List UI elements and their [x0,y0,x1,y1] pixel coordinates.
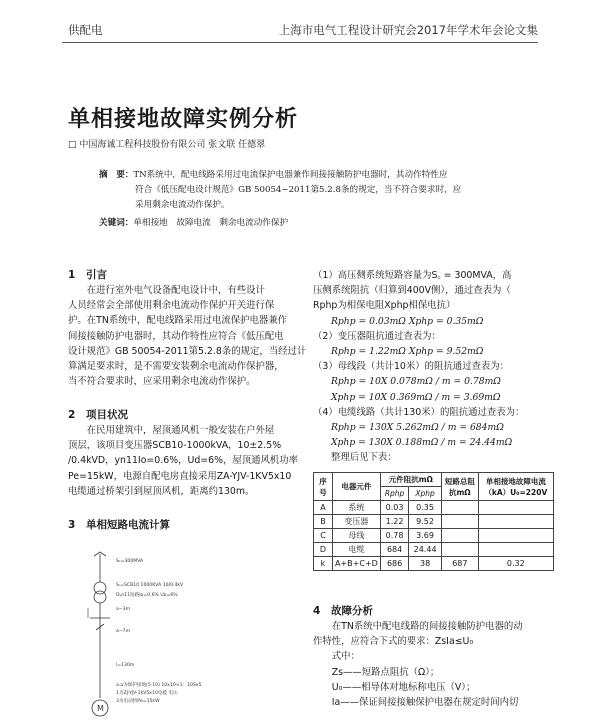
paragraph-line: 在民用建筑中，屋顶通风机一般安装在户外屋 [68,425,275,436]
calculation-block [313,268,548,466]
table-subheader: Xphp [409,487,441,501]
table-cell: 3.69 [409,529,441,543]
header-divider [62,42,538,43]
paragraph-line: 设计规范》GB 50054-2011第5.2.8条的规定，当经过计 [68,345,307,357]
paragraph-line: （3）母线段（共计10米）的阻抗通过查表为： [313,361,510,373]
paragraph-line: （4）电缆线路（共计130米）的阻抗通过查表为： [313,406,525,418]
equation: Xphp = 130X 0.188mΩ / m = 24.44mΩ [331,437,513,449]
header-right: 上海市电气工程设计研究会2017年学术年会论文集 [278,23,538,37]
table-header: 元件阻抗mΩ [380,473,441,487]
paragraph-line: 在TN系统中配电线路的间接接触防护电器的动 [313,621,523,632]
section-number: 1 [68,269,76,281]
figure-label: a.a为保护接地(5·10) 10x10×1：10Sx5 [116,683,202,688]
equation: Rphp = 130X 5.262mΩ / m = 684mΩ [331,422,504,434]
abstract-line: 采用剩余电流动作保护。 [135,200,230,210]
paragraph-line: U₀——相导体对地标称电压（V）； [313,681,476,693]
table-cell: 686 [380,557,409,571]
paragraph-line: 整理后见下表： [331,452,397,464]
equation: Xphp = 10X 0.369mΩ / m = 3.69mΩ [331,391,501,403]
table-cell: 0.03 [380,501,409,515]
paper-title: 单相接地故障实例分析 [68,107,299,132]
paragraph-line: 算满足要求时，是不需要安装剩余电流动作保护器， [68,361,284,373]
table-cell: 系统 [333,501,381,515]
table-cell: k [314,557,333,571]
table-header: 单相接地故障电流（kA）U₀=220V [478,473,553,501]
paragraph-line: Ia——保证间接接触保护电器在规定时间内切 [313,697,519,709]
paragraph-line: Rphp为相保电阻Xphp相保电抗） [313,300,456,312]
table-cell [478,529,553,543]
table-cell: 1.22 [380,515,409,529]
table-cell: 0.78 [380,529,409,543]
section-calc-heading [68,518,298,533]
table-cell: A [314,501,333,515]
figure-label: Dᵧn11短路Io=0.6% Uᴅ=6% [116,593,178,598]
section-project [68,408,298,499]
table-header: 短路总阻抗mΩ [441,473,478,501]
table-cell: 0.35 [409,501,441,515]
impedance-table [313,472,554,571]
paragraph-line: /0.4kVD，yn11Io=0.6%，Ud=6%，屋顶通风机功率 [68,455,299,467]
circuit-diagram [68,548,238,723]
table-cell: 9.52 [409,515,441,529]
table-header: 电器元件 [333,473,381,501]
table-cell [478,543,553,557]
table-cell [478,501,553,515]
table-row [314,515,554,529]
abstract-line: TN系统中，配电线路采用过电流保护电器兼作间接接触防护电器时，其动作特性应 [133,170,448,180]
section-title: 项目状况 [86,409,128,421]
table-cell: B [314,515,333,529]
paragraph-line: Zs——短路点阻抗（Ω）； [313,666,440,678]
figure-label: Sₛ=300MVA [116,559,144,564]
equation: Rphp = 10X 0.078mΩ / m = 0.78mΩ [331,376,501,388]
section-introduction [68,268,307,389]
figure-label: Sᵣ=SCB10 1000KVA 10/0.4kV [116,583,184,588]
table-cell: D [314,543,333,557]
paragraph-line: 人员经常会全部使用剩余电流动作保护开关进行保 [68,300,275,312]
equation: Rphp = 1.22mΩ Xphp = 9.52mΩ [331,346,484,358]
keywords-label: 关键词： [99,218,134,228]
section-number: 3 [68,519,76,531]
section-number: 2 [68,409,76,421]
figure-label: 3为电动机Pe=15kW [116,699,160,704]
figure-label: 1为ZJ-YJV-1kV5x10电缆 电压 [116,691,178,696]
table-cell: 687 [441,557,478,571]
table-cell: 38 [409,557,441,571]
figure-label: a−3m [116,607,131,612]
table-cell: 变压器 [333,515,381,529]
table-cell: C [314,529,333,543]
paragraph-line: 在进行室外电气设备配电设计中，有些设计 [68,285,265,296]
section-fault-analysis [313,604,548,710]
table-cell [441,543,478,557]
table-cell: 母线 [333,529,381,543]
table-row [314,501,554,515]
abstract-label: 摘 要： [99,170,134,180]
table-subheader: Rphp [380,487,409,501]
keywords: 单相接地 故障电流 剩余电流动作保护 [133,218,289,228]
abstract [99,168,529,231]
paragraph-line: 压侧系统阻抗（归算到400V侧），通过查表为（ [313,285,511,297]
paper-authors: □ 中国海诚工程科技股份有限公司 张文联 任德翠 [68,140,266,150]
table-cell: 0.32 [478,557,553,571]
table-row [314,557,554,571]
section-title: 故障分析 [331,605,373,617]
svg-text:M: M [97,704,104,713]
paragraph-line: 电缆通过桥架引到屋顶风机，距离约130m。 [68,485,255,497]
table-header: 序号 [314,473,333,501]
section-number: 4 [313,605,321,617]
table-cell: 684 [380,543,409,557]
paragraph-line: 顶层，该项目变压器SCB10-1000kVA，10±2.5% [68,440,282,452]
abstract-line: 符合《低压配电设计规范》GB 50054−2011第5.2.8条的规定，当不符合要求时，应 [135,185,462,195]
paragraph-line: （1）高压侧系统短路容量为S꜀ = 300MVA，高 [313,270,512,281]
paragraph-line: 作特性，应符合下式的要求：ZsIa≤U₀ [313,636,474,648]
table-cell [478,515,553,529]
figure-label: l=130m [116,663,135,668]
table-cell: 电缆 [333,543,381,557]
paragraph-line: 式中： [313,651,360,663]
paragraph-line: 当不符合要求时，应采用剩余电流动作保护。 [68,376,256,388]
table-cell [441,501,478,515]
table-cell: 24.44 [409,543,441,557]
section-title: 单相短路电流计算 [86,519,170,531]
paragraph-line: Pe=15kW，电源自配电房直接采用ZA-YJV-1KV5x10 [68,470,292,482]
header-left: 供配电 [68,23,103,37]
paragraph-line: 护。在TN系统中，配电线路采用过电流保护电器兼作 [68,315,287,327]
table-cell: A+B+C+D [333,557,381,571]
figure-label: a−7m [116,629,131,634]
equation: Rphp = 0.03mΩ Xphp = 0.35mΩ [331,315,484,327]
table-row [314,529,554,543]
table-cell [441,515,478,529]
table-cell [441,529,478,543]
section-title: 引言 [86,269,107,281]
paragraph-line: （2）变压器阻抗通过查表为： [313,330,441,342]
paragraph-line: 间接接触防护电器时，其动作特性应符合《低压配电 [68,330,284,342]
table-row [314,543,554,557]
